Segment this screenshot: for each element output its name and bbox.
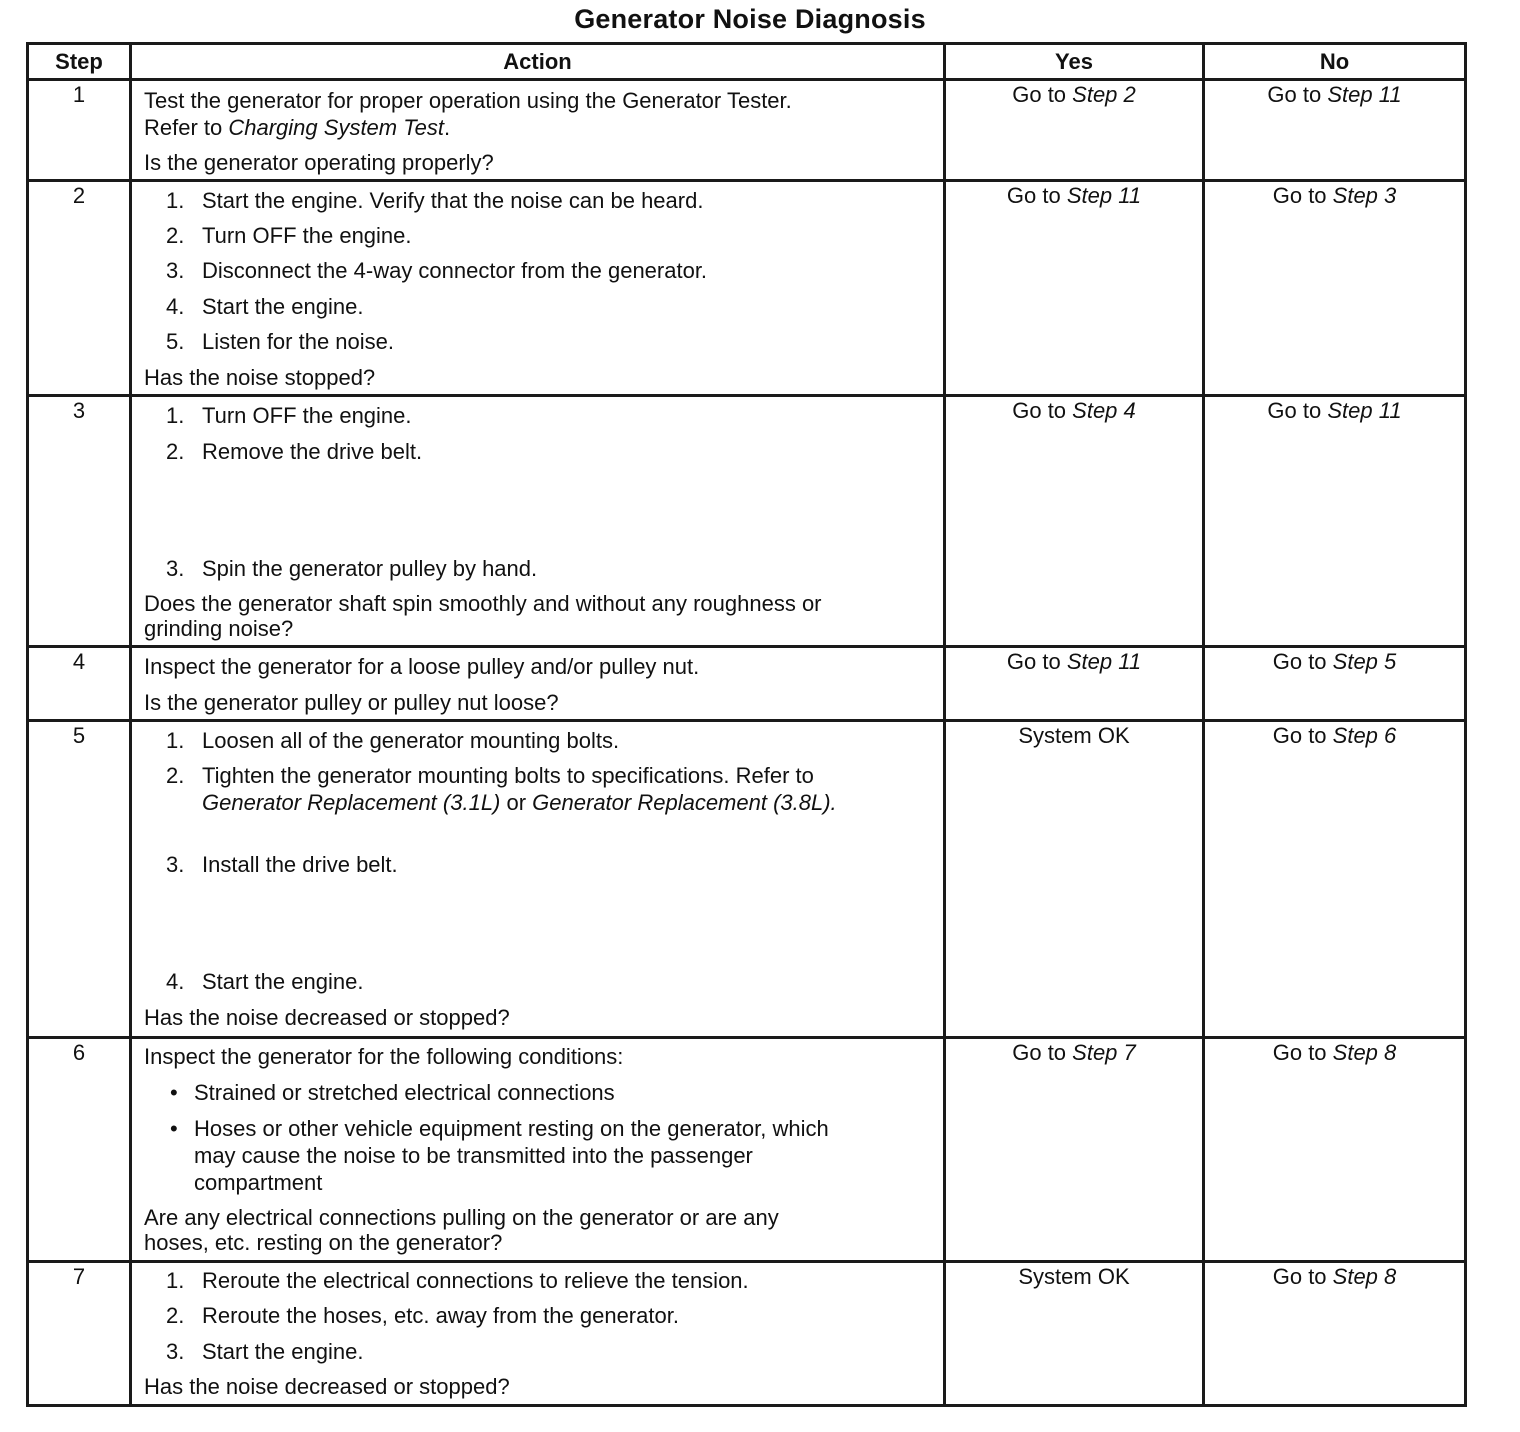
- question-text: Is the generator operating properly?: [144, 150, 494, 175]
- table-row-step-4: [28, 647, 1466, 721]
- question-text: Does the generator shaft spin smoothly and without any roughness or: [144, 591, 822, 616]
- no-cell: [1204, 396, 1466, 647]
- yes-cell: [945, 721, 1204, 1038]
- action-cell: [131, 1038, 945, 1262]
- step-number: 7: [28, 1262, 131, 1406]
- step-reference: Step 2: [1072, 82, 1136, 107]
- action-text: Inspect the generator for the following conditions:: [144, 1044, 624, 1069]
- result-text: Go to: [1267, 82, 1328, 107]
- list-number: 2.: [166, 1303, 185, 1328]
- result-text: Go to: [1006, 649, 1067, 674]
- yes-cell: [945, 647, 1204, 721]
- action-cell: [131, 80, 945, 181]
- list-item: Listen for the noise.: [202, 329, 395, 354]
- list-item: Hoses or other vehicle equipment resting on the generator, which: [194, 1116, 829, 1141]
- action-cell: [131, 396, 945, 647]
- list-number: 4.: [166, 969, 185, 994]
- list-item: Start the engine.: [202, 294, 364, 319]
- list-number: 3.: [166, 258, 185, 283]
- step-number: 2: [28, 181, 131, 396]
- step-number: 1: [28, 80, 131, 181]
- bullet-marker: •: [170, 1080, 178, 1105]
- action-cell: [131, 721, 945, 1038]
- question-text: hoses, etc. resting on the generator?: [144, 1230, 503, 1255]
- question-text: Has the noise decreased or stopped?: [144, 1005, 510, 1030]
- action-cell: [131, 647, 945, 721]
- action-text: Inspect the generator for a loose pulley and/or pulley nut.: [144, 654, 700, 679]
- question-text: grinding noise?: [144, 616, 294, 641]
- list-item: Disconnect the 4-way connector from the generator.: [202, 258, 708, 283]
- list-number: 3.: [166, 556, 185, 581]
- step-reference: Step 7: [1072, 1040, 1136, 1065]
- result-text: Go to: [1272, 1264, 1333, 1289]
- step-number: 6: [28, 1038, 131, 1262]
- header-action: Action: [131, 44, 945, 80]
- header-yes: Yes: [945, 44, 1204, 80]
- table-row-step-3: [28, 396, 1466, 647]
- yes-cell: [945, 1262, 1204, 1406]
- result-text: Go to: [1012, 82, 1073, 107]
- result-text: System OK: [1018, 723, 1130, 748]
- reference-link: Charging System Test: [228, 115, 444, 140]
- question-text: Are any electrical connections pulling on the generator or are any: [144, 1205, 779, 1230]
- step-number: 3: [28, 396, 131, 647]
- action-text: [144, 114, 935, 142]
- step-reference: Step 3: [1332, 183, 1397, 208]
- list-item: Reroute the hoses, etc. away from the generator.: [202, 1303, 679, 1328]
- action-cell: [131, 1262, 945, 1406]
- table-row-step-1: [28, 80, 1466, 181]
- step-number: 5: [28, 721, 131, 1038]
- no-cell: [1204, 721, 1466, 1038]
- list-item: Tighten the generator mounting bolts to specifications. Refer to: [202, 763, 814, 788]
- list-item: Strained or stretched electrical connections: [194, 1080, 615, 1105]
- page-title: Generator Noise Diagnosis: [574, 4, 926, 34]
- list-number: 3.: [166, 1339, 185, 1364]
- table-row-step-7: [28, 1262, 1466, 1406]
- list-item: Turn OFF the engine.: [202, 403, 412, 428]
- list-item: Loosen all of the generator mounting bolts.: [202, 728, 620, 753]
- list-number: 1.: [166, 1268, 185, 1293]
- step-reference: Step 6: [1332, 723, 1397, 748]
- no-cell: [1204, 80, 1466, 181]
- reference-link: Generator Replacement (3.1L): [202, 790, 501, 815]
- step-number: 4: [28, 647, 131, 721]
- yes-cell: [945, 181, 1204, 396]
- no-cell: [1204, 1262, 1466, 1406]
- question-text: Is the generator pulley or pulley nut loose?: [144, 690, 559, 715]
- no-cell: [1204, 181, 1466, 396]
- step-reference: Step 4: [1072, 398, 1136, 423]
- list-item: Turn OFF the engine.: [202, 223, 412, 248]
- list-item: Start the engine.: [202, 1339, 364, 1364]
- step-reference: Step 5: [1332, 649, 1397, 674]
- header-no: No: [1204, 44, 1466, 80]
- list-number: 3.: [166, 852, 185, 877]
- list-number: 4.: [166, 294, 185, 319]
- list-item-continuation: compartment: [194, 1170, 323, 1195]
- diagnosis-table: [26, 42, 1467, 1407]
- result-text: Go to: [1272, 183, 1333, 208]
- action-cell: [131, 181, 945, 396]
- result-text: Go to: [1012, 398, 1073, 423]
- bullet-marker: •: [170, 1116, 178, 1141]
- table-row-step-6: [28, 1038, 1466, 1262]
- action-line: .: [444, 115, 451, 140]
- step-reference: Step 11: [1327, 82, 1402, 107]
- list-item: Remove the drive belt.: [202, 439, 423, 464]
- list-item-continuation: may cause the noise to be transmitted into the passenger: [194, 1143, 753, 1168]
- result-text: Go to: [1267, 398, 1328, 423]
- step-reference: Step 8: [1332, 1264, 1397, 1289]
- list-number: 2.: [166, 439, 185, 464]
- no-cell: [1204, 1038, 1466, 1262]
- reference-link: Generator Replacement (3.8L): [532, 790, 831, 815]
- no-cell: [1204, 647, 1466, 721]
- action-line: Refer to: [144, 115, 229, 140]
- list-item-text: or: [500, 790, 533, 815]
- list-number: 2.: [166, 763, 185, 788]
- step-reference: Step 11: [1327, 398, 1402, 423]
- list-number: 5.: [166, 329, 185, 354]
- list-item: Start the engine. Verify that the noise can be heard.: [202, 188, 704, 213]
- question-text: Has the noise decreased or stopped?: [144, 1374, 510, 1399]
- list-item-continuation: [202, 789, 933, 817]
- list-number: 1.: [166, 403, 185, 428]
- header-step: Step: [28, 44, 131, 80]
- table-row-step-5: [28, 721, 1466, 1038]
- result-text: Go to: [1272, 1040, 1333, 1065]
- list-item: Install the drive belt.: [202, 852, 398, 877]
- question-text: Has the noise stopped?: [144, 365, 376, 390]
- action-text: [144, 87, 935, 115]
- header-row: [28, 44, 1466, 80]
- list-number: 2.: [166, 223, 185, 248]
- step-reference: Step 11: [1066, 649, 1142, 674]
- action-line: Test the generator for proper operation using the Generator Tester.: [144, 88, 792, 113]
- list-number: 1.: [166, 728, 185, 753]
- step-reference: Step 11: [1066, 183, 1142, 208]
- list-item: Reroute the electrical connections to relieve the tension.: [202, 1268, 749, 1293]
- list-item-text: .: [830, 790, 837, 815]
- result-text: System OK: [1018, 1264, 1130, 1289]
- yes-cell: [945, 1038, 1204, 1262]
- table-row-step-2: [28, 181, 1466, 396]
- list-number: 1.: [166, 188, 185, 213]
- yes-cell: [945, 396, 1204, 647]
- list-item: Spin the generator pulley by hand.: [202, 556, 538, 581]
- list-item: Start the engine.: [202, 969, 364, 994]
- yes-cell: [945, 80, 1204, 181]
- result-text: Go to: [1272, 723, 1333, 748]
- result-text: Go to: [1012, 1040, 1073, 1065]
- result-text: Go to: [1272, 649, 1333, 674]
- result-text: Go to: [1006, 183, 1067, 208]
- step-reference: Step 8: [1332, 1040, 1397, 1065]
